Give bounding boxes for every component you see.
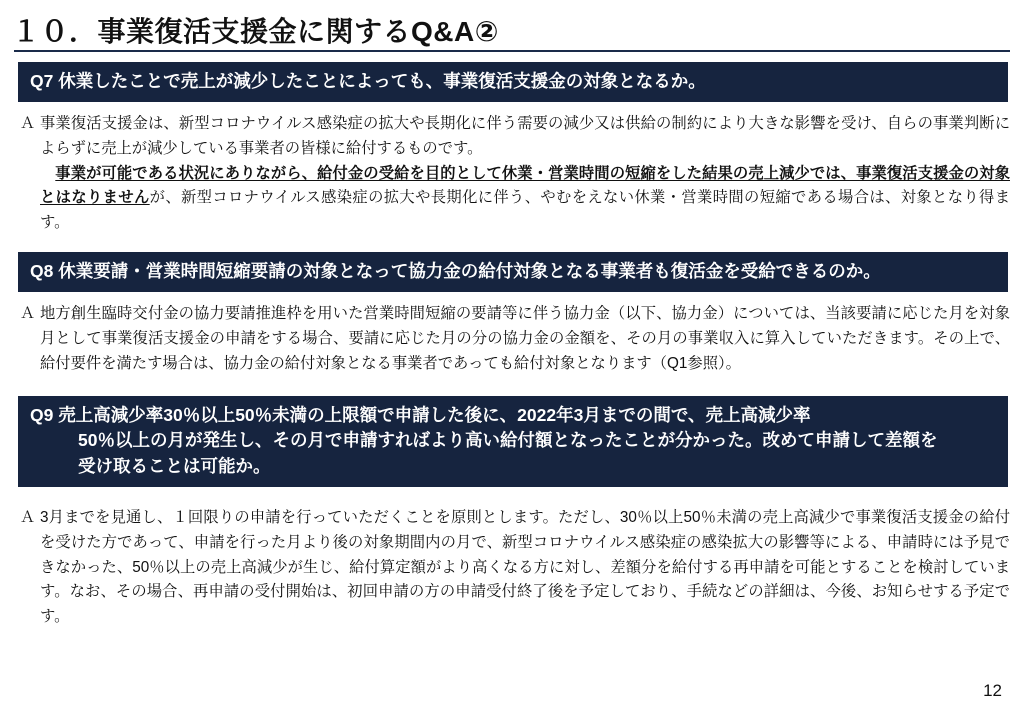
question-line-3-q9: 受け取ることは可能か。 (78, 455, 271, 476)
answer-paragraph (40, 112, 1010, 162)
answer-run: 3月までを見通し、１回限りの申請を行っていただくことを原則とします。ただし、30％以上50％未満の売上高減少で事業復活支援金の給付を受けた方であって、申請を行った月より後の対象期間内の月で、新型コロナウイルス感染症の感染拡大の影響等による、申請時には予見できなかった、50％以上の売上高減少が生じ、給付算定額がより高くなる方に対し、差額分を給付する再申請を可能とすることを検討しています。なお、その場合、再申請の受付開始は、初回申請の方の申請受付終了後を予定しており、手続などの詳細は、今後、お知らせする予定です。 (40, 509, 1010, 626)
question-band-q9 (18, 396, 1008, 487)
answer-paragraph (40, 302, 1010, 376)
answer-paragraph (40, 506, 1010, 630)
answer-block-q8 (18, 302, 1010, 376)
answer-mark-q8: Ａ (20, 305, 36, 322)
answer-mark-q9: Ａ (20, 509, 36, 526)
question-text-q9-line1: 売上高減少率30％以上50％未満の上限額で申請した後に、2022年3月までの間で、売上高減少率 (58, 405, 811, 425)
question-text-q8: 休業要請・営業時間短縮要請の対象となって協力金の給付対象となる事業者も復活金を受給できるのか。 (58, 261, 881, 281)
answer-run: 事業復活支援金は、新型コロナウイルス感染症の拡大や長期化に伴う需要の減少又は供給の制約により大きな影響を受け、自らの事業判断によらずに売上が減少している事業者の皆様に給付するものです。 (40, 115, 1010, 157)
question-line-1-q9 (30, 403, 996, 428)
title-divider (14, 50, 1010, 52)
question-label-q9: Q9 (30, 405, 54, 425)
answer-block-q7 (18, 112, 1010, 236)
answer-run-emphasis: 事業が可能である状況にありながら、給付金の受給を目的として休業・営業時間の短縮をした結果の売上減少では、事業復活支援金の対象とはなりません (40, 164, 1010, 207)
page-title: １０．事業復活支援金に関するQ&A② (12, 16, 499, 47)
question-line-2-q9: 50％以上の月が発生し、その月で申請すればより高い給付額となったことが分かった。改めて申請して差額を (78, 430, 938, 451)
answer-body-q7 (40, 112, 1010, 236)
answer-run: が、新型コロナウイルス感染症の拡大や長期化に伴う、やむをえない休業・営業時間の短縮である場合は、対象となり得ます。 (40, 189, 1010, 232)
question-band-q8 (18, 252, 1008, 292)
answer-body-q9 (40, 506, 1010, 630)
answer-mark-q7: Ａ (20, 115, 36, 132)
question-text-q7: 休業したことで売上が減少したことによっても、事業復活支援金の対象となるか。 (58, 71, 706, 91)
answer-body-q8 (40, 302, 1010, 376)
answer-paragraph (40, 162, 1010, 236)
question-label-q7: Q7 (30, 71, 54, 91)
question-label-q8: Q8 (30, 261, 54, 281)
page-number: 12 (983, 681, 1002, 700)
question-band-q7 (18, 62, 1008, 102)
answer-block-q9 (18, 506, 1010, 630)
answer-run: 地方創生臨時交付金の協力要請推進枠を用いた営業時間短縮の要請等に伴う協力金（以下、協力金）については、当該要請に応じた月を対象月として事業復活支援金の申請をする場合、要請に応じた月の分の協力金の金額を、その月の事業収入に算入していただきます。その上で、給付要件を満たす場合は、協力金の給付対象となる事業者であっても給付対象となります（Q1参照）。 (40, 305, 1010, 372)
